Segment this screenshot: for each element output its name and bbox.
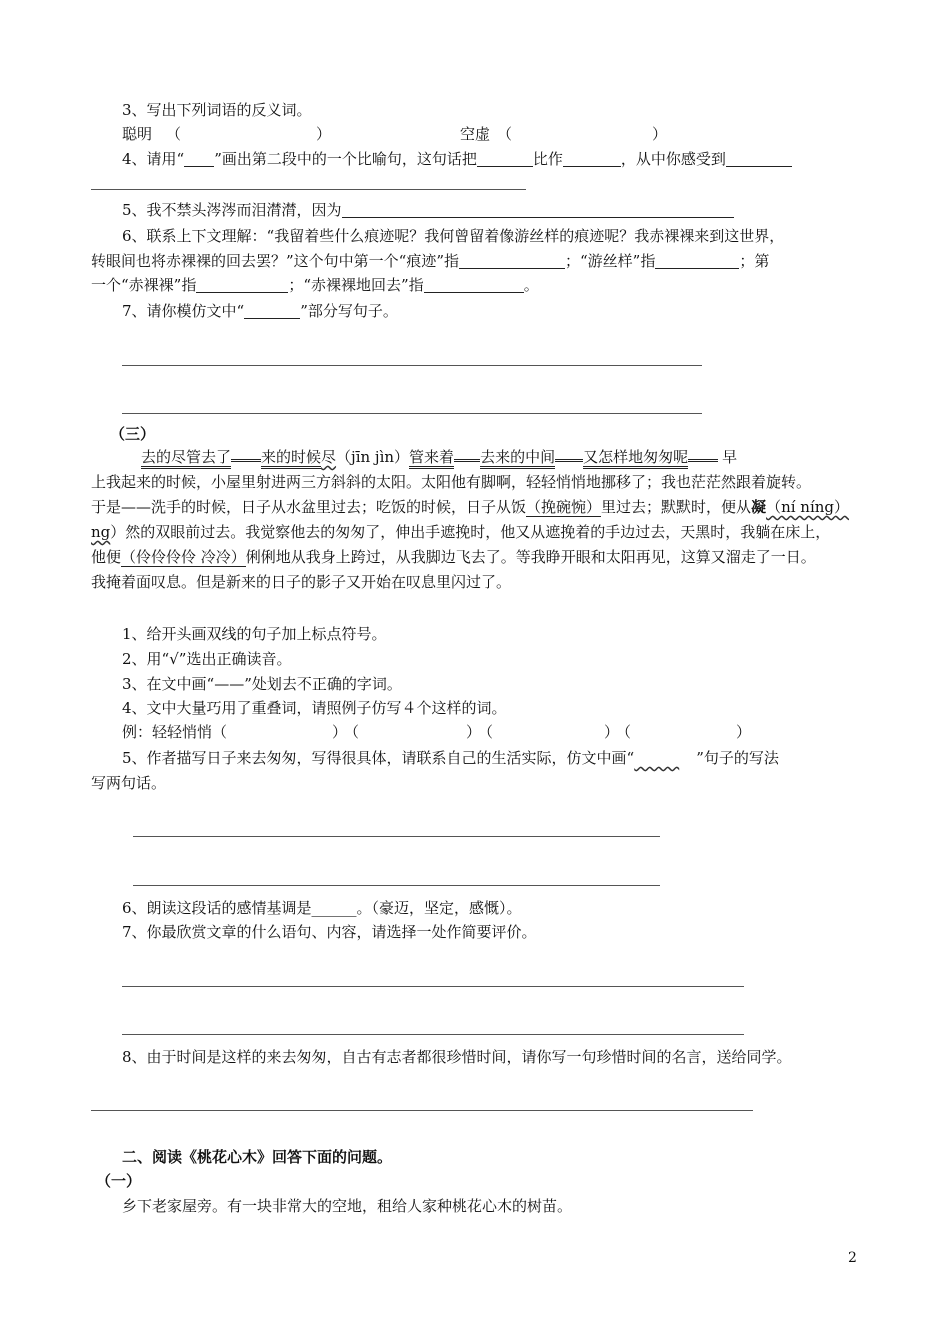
answer-line[interactable] bbox=[91, 189, 526, 190]
blank[interactable] bbox=[655, 252, 739, 269]
paren-close: ） bbox=[466, 723, 482, 741]
paren-close: ） bbox=[604, 723, 620, 741]
question-3-8: 8、由于时间是这样的来去匆匆，自古有志者都很珍惜时间，请你写一句珍惜时间的名言，送给同学。 bbox=[122, 1048, 792, 1066]
blank[interactable] bbox=[196, 276, 288, 293]
answer-line[interactable] bbox=[122, 365, 702, 366]
example-row: 例：轻轻悄悄（ bbox=[122, 723, 228, 741]
question-3: 3、写出下列词语的反义词。 bbox=[122, 101, 312, 119]
blank[interactable] bbox=[424, 276, 524, 293]
answer-line[interactable] bbox=[122, 1034, 744, 1035]
question-4: 4、请用“ ”画出第二段中的一个比喻句，这句话把 比作 ，从中你感受到 bbox=[122, 147, 792, 171]
question-3-5-line-2: 写两句话。 bbox=[91, 774, 167, 792]
blank[interactable] bbox=[726, 150, 792, 167]
question-3-5-line-1: 5、作者描写日子来去匆匆，写得很具体，请联系自己的生活实际，仿文中画“ ”句子的写法 bbox=[122, 749, 779, 767]
paren-close: ） bbox=[332, 723, 348, 741]
blank[interactable] bbox=[477, 150, 533, 167]
passage-line-6: 我掩着面叹息。但是新来的日子的影子又开始在叹息里闪过了。 bbox=[91, 573, 512, 591]
question-6-line-1: 6、联系上下文理解：“我留着些什么痕迹呢？我何曾留着像游丝样的痕迹呢？我赤裸裸来到这世界， bbox=[122, 227, 785, 245]
antonym-word-1: 聪明 bbox=[122, 125, 153, 143]
section-heading-3: （三） bbox=[110, 425, 156, 443]
passage-line-3: 于是——洗手的时候，日子从水盆里过去；吃饭的时候，日子从饭（挽碗惋）里过去；默默时，便从凝（ní níng） bbox=[91, 498, 850, 516]
paren-open: （ bbox=[616, 723, 632, 741]
paren-close-1: ） bbox=[316, 125, 332, 143]
paren-close-2: ） bbox=[652, 125, 668, 143]
paren-open: （ bbox=[344, 723, 360, 741]
part-two-subheading: （一） bbox=[96, 1172, 142, 1190]
answer-line[interactable] bbox=[122, 413, 702, 414]
question-5: 5、我不禁头涔涔而泪潸潸，因为 bbox=[122, 198, 734, 222]
passage-line-2: 上我起来的时候，小屋里射进两三方斜斜的太阳。太阳他有脚啊，轻轻悄悄地挪移了；我也茫茫然跟着旋转。 bbox=[91, 473, 812, 491]
question-6-line-2: 转眼间也将赤裸裸的回去罢？”这个句中第一个“痕迹”指 ；“游丝样”指 ；第 bbox=[91, 252, 770, 270]
question-3-7: 7、你最欣赏文章的什么语句、内容，请选择一处作简要评价。 bbox=[122, 923, 537, 941]
blank[interactable] bbox=[342, 201, 734, 218]
question-3-1: 1、给开头画双线的句子加上标点符号。 bbox=[122, 625, 387, 643]
question-7: 7、请你模仿文中“ ”部分写句子。 bbox=[122, 302, 398, 320]
question-3-2: 2、用“√”选出正确读音。 bbox=[122, 650, 292, 668]
passage-line-4: ng）然的双眼前过去。我觉察他去的匆匆了，伸出手遮挽时，他又从遮挽着的手边过去，天黑时，我躺在床上， bbox=[91, 523, 831, 541]
question-3-4: 4、文中大量巧用了重叠词，请照例子仿写４个这样的词。 bbox=[122, 699, 507, 717]
passage-line-1: 去的尽管去了 来的时候尽（jīn jìn）管来着 去来的中间 又怎样地匆匆呢 早 bbox=[141, 445, 737, 469]
page-number: 2 bbox=[848, 1250, 857, 1266]
question-3-6: 6、朗读这段话的感情基调是______。（豪迈，坚定，感慨）。 bbox=[122, 899, 522, 917]
blank[interactable] bbox=[563, 150, 621, 167]
blank[interactable] bbox=[459, 252, 565, 269]
blank[interactable] bbox=[184, 150, 214, 167]
question-3-3: 3、在文中画“——”处划去不正确的字词。 bbox=[122, 675, 402, 693]
answer-line[interactable] bbox=[122, 986, 744, 987]
paren-open-1: （ bbox=[166, 125, 182, 143]
passage-line-5: 他便（伶伶伶伶 冷冷）俐俐地从我身上跨过，从我脚边飞去了。等我睁开眼和太阳再见，这算又溜走了一日。 bbox=[91, 548, 816, 566]
answer-line[interactable] bbox=[133, 885, 660, 886]
question-6-line-3: 一个“赤裸裸”指 ；“赤裸裸地回去”指 。 bbox=[91, 276, 539, 294]
paren-open-2: （ bbox=[497, 125, 513, 143]
paren-close: ） bbox=[736, 723, 752, 741]
answer-line[interactable] bbox=[133, 836, 660, 837]
part-two-paragraph: 乡下老家屋旁。有一块非常大的空地，租给人家种桃花心木的树苗。 bbox=[122, 1197, 573, 1215]
blank[interactable] bbox=[244, 302, 300, 319]
antonym-word-2: 空虚 bbox=[460, 125, 491, 143]
paren-open: （ bbox=[478, 723, 494, 741]
answer-line[interactable] bbox=[91, 1110, 753, 1111]
part-two-title: 二、阅读《桃花心木》回答下面的问题。 bbox=[122, 1148, 393, 1166]
